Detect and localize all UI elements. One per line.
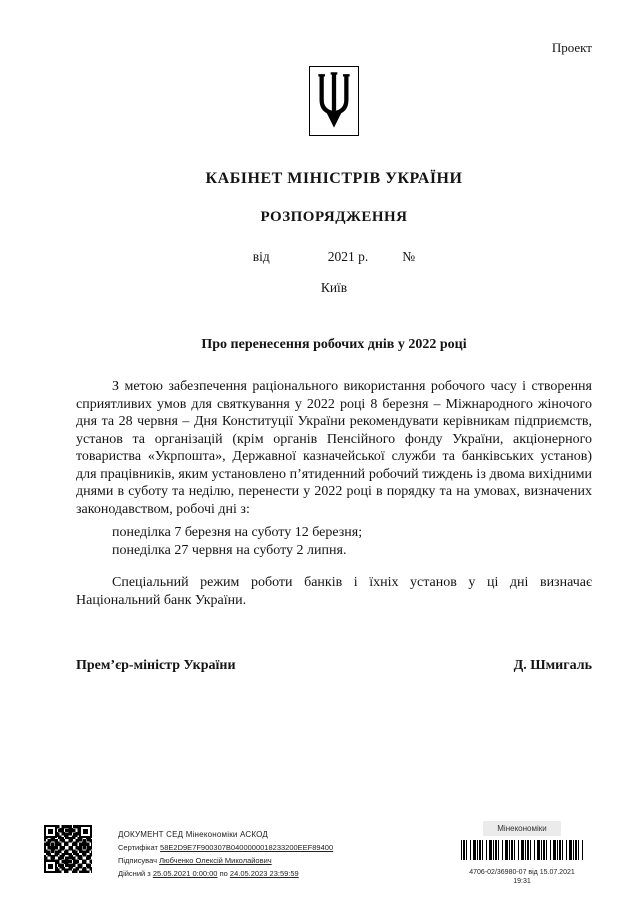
validity-line <box>118 867 333 880</box>
signer-position: Прем’єр-міністр України <box>76 658 236 673</box>
signer-value: Любченко Олексій Миколайович <box>159 856 272 865</box>
valid-to-value: 24.05.2023 23:59:59 <box>229 869 299 878</box>
valid-from-value: 25.05.2021 0:00:00 <box>152 869 218 878</box>
qr-finder-icon <box>44 825 57 838</box>
qr-finder-icon <box>79 825 92 838</box>
esignature-footer <box>0 816 638 903</box>
sed-system-line: ДОКУМЕНТ СЕД Мінекономіки АСКОД <box>118 830 268 839</box>
date-year: 2021 р. <box>327 249 369 264</box>
date-line <box>76 249 592 265</box>
coat-of-arms <box>76 66 592 136</box>
number-sign: № <box>402 249 416 264</box>
valid-to-label: по <box>219 869 228 878</box>
document-type: РОЗПОРЯДЖЕННЯ <box>260 209 408 225</box>
ukraine-trident-icon <box>309 66 359 136</box>
draft-label: Проект <box>551 40 592 55</box>
certificate-line <box>118 841 333 854</box>
paragraph-main: З метою забезпечення раціонального використання робочого часу і створення сприятливих умов для святкування у 2022 році 8 березня – Міжнародного жіночого дня та 28 червня – Дня Конституції України рекомендувати керівникам підприємств, установ та організацій (крім органів Пенсійного фонду України, акціонерного товариства «Укрпошта», Державної казначейської служби та банківських установ) для працівників, яким установлено п’ятиденний робочий тиждень із двома вихідними днями в суботу та неділю, перенести у 2022 році в порядку та на умовах, визначених законодавством, робочі дні з: <box>76 379 592 517</box>
transfer-item-1: понеділка 7 березня на суботу 12 березня; <box>112 525 363 540</box>
city-label: Київ <box>320 280 348 295</box>
barcode-icon <box>461 840 583 860</box>
qr-code-icon <box>44 825 92 873</box>
esignature-info <box>118 828 333 880</box>
signer-name: Д. Шмигаль <box>513 658 592 673</box>
signature-row <box>76 658 592 674</box>
valid-from-label: Дійсний з <box>118 869 151 878</box>
registration-time: 19:31 <box>513 878 531 885</box>
registration-stamp <box>442 818 602 885</box>
certificate-label: Сертифікат <box>118 843 158 852</box>
organization-name: КАБІНЕТ МІНІСТРІВ УКРАЇНИ <box>205 170 463 187</box>
paragraph-banks: Спеціальний режим роботи банків і їхніх установ у ці дні визначає Національний банк України. <box>76 575 592 608</box>
certificate-value: 58E2D9E7F900307B0400000018233200EEF89400 <box>160 843 334 852</box>
signer-line <box>118 854 333 867</box>
qr-finder-icon <box>44 860 57 873</box>
stamp-org-label: Мінекономіки <box>483 821 560 836</box>
signer-label: Підписувач <box>118 856 157 865</box>
transfer-item-2: понеділка 27 червня на суботу 2 липня. <box>112 542 347 558</box>
date-from-label: від <box>252 249 270 264</box>
document-title: Про перенесення робочих днів у 2022 році <box>201 337 467 352</box>
registration-number: 4706-02/36980-07 від 15.07.2021 <box>469 869 575 876</box>
